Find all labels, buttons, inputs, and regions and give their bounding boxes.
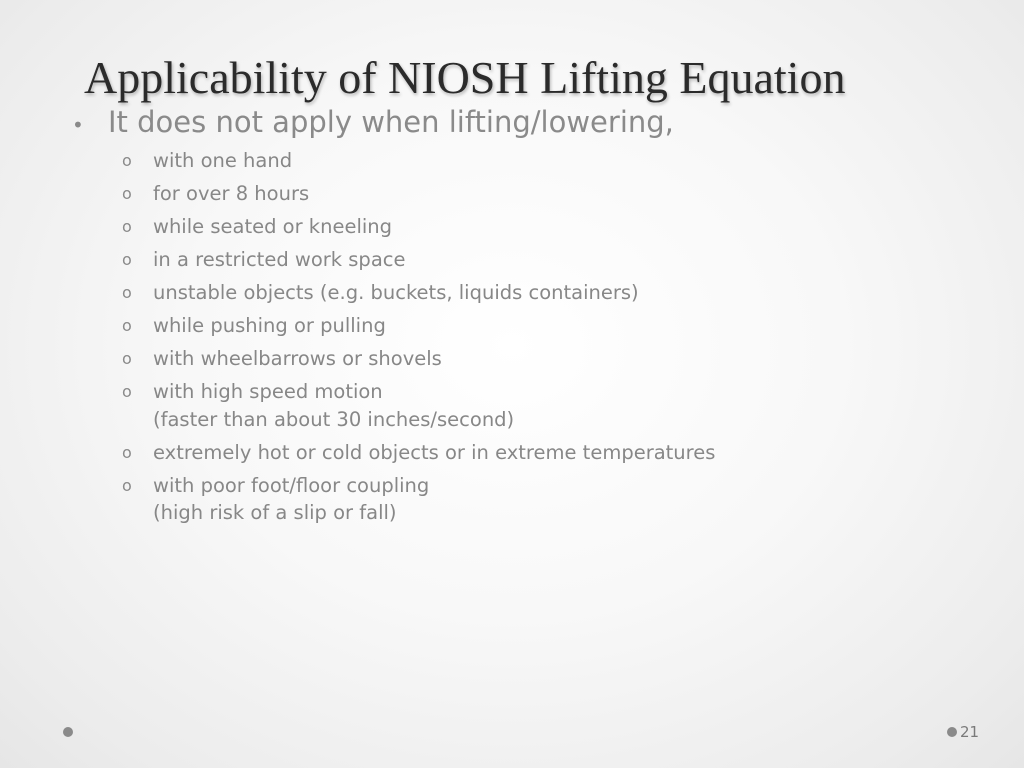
circle-bullet-icon: o	[122, 283, 132, 302]
list-item-text: in a restricted work space	[153, 248, 406, 271]
bullet-dot-icon: •	[72, 113, 84, 137]
list-item-subtext: (faster than about 30 inches/second)	[153, 407, 515, 431]
list-item	[122, 472, 952, 527]
list-item	[122, 147, 952, 175]
list-item	[122, 312, 952, 340]
list-item-text: for over 8 hours	[153, 182, 310, 205]
list-item-subtext: (high risk of a slip or fall)	[153, 501, 397, 524]
circle-bullet-icon: o	[122, 184, 132, 203]
circle-bullet-icon: o	[122, 382, 132, 401]
circle-bullet-icon: o	[122, 349, 132, 368]
list-item-text: with one hand	[153, 149, 293, 172]
list-item-text: with poor foot/floor coupling	[153, 473, 430, 497]
main-bullet-text: It does not apply when lifting/lowering,	[108, 105, 674, 139]
main-bullet-line	[72, 104, 952, 143]
decorative-dot-icon	[63, 727, 73, 737]
main-bullet	[72, 104, 952, 532]
list-item-text: with high speed motion	[153, 380, 383, 403]
decorative-dot-icon	[947, 727, 957, 737]
circle-bullet-icon: o	[122, 217, 132, 236]
list-item	[122, 246, 952, 274]
list-item-text: with wheelbarrows or shovels	[153, 347, 442, 370]
list-item	[122, 213, 952, 241]
sub-bullet-list	[72, 147, 952, 527]
list-item	[122, 345, 952, 373]
circle-bullet-icon: o	[122, 475, 132, 495]
list-item	[122, 279, 952, 307]
list-item-text: while seated or kneeling	[153, 215, 393, 238]
list-item	[122, 180, 952, 208]
list-item-text: extremely hot or cold objects or in extreme temperatures	[153, 440, 716, 464]
circle-bullet-icon: o	[122, 151, 132, 170]
circle-bullet-icon: o	[122, 250, 132, 269]
list-item	[122, 439, 952, 467]
list-item-text: while pushing or pulling	[153, 314, 386, 337]
circle-bullet-icon: o	[122, 316, 132, 335]
slide-title: Applicability of NIOSH Lifting Equation	[84, 52, 846, 103]
circle-bullet-icon: o	[122, 442, 132, 462]
list-item-text: unstable objects (e.g. buckets, liquids containers)	[153, 281, 639, 304]
page-number: 21	[960, 723, 980, 741]
list-item	[122, 378, 952, 433]
